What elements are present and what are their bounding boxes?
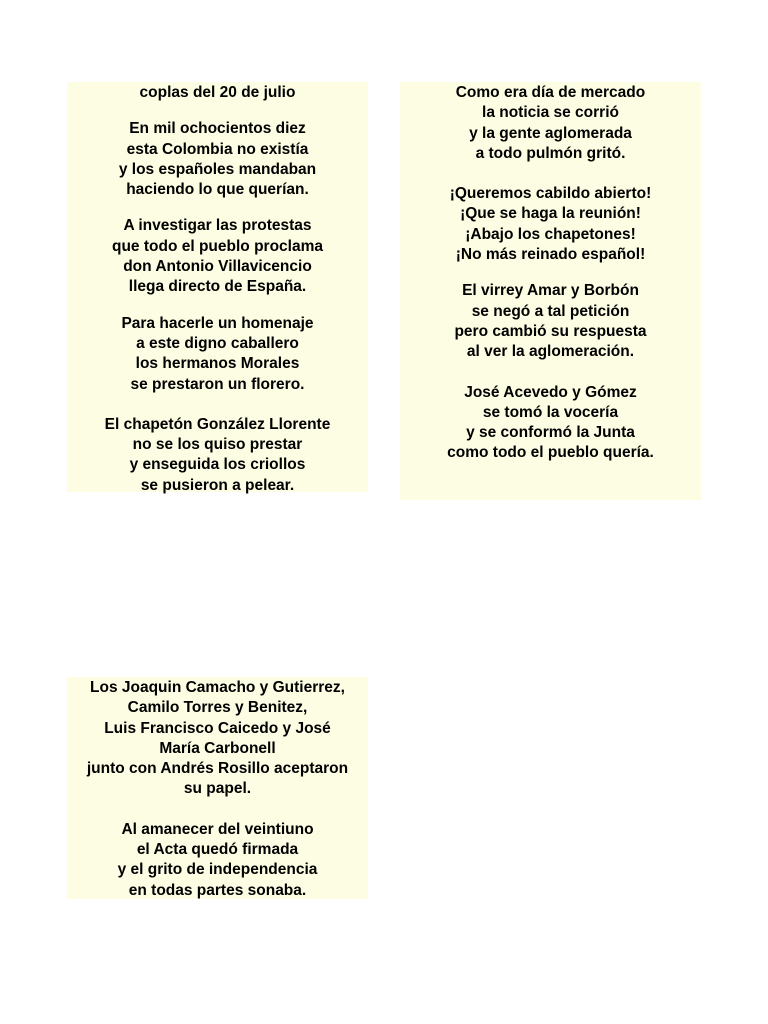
- stanza: [67, 415, 368, 496]
- verse-line: como todo el pueblo quería.: [447, 444, 654, 462]
- verse-line: se prestaron un florero.: [130, 375, 305, 393]
- verse-line: ¡Que se haga la reunión!: [460, 205, 641, 223]
- verse-line: su papel.: [183, 780, 252, 798]
- verse-line: ¡Abajo los chapetones!: [465, 225, 636, 243]
- stanza: [400, 184, 701, 265]
- verse-line: María Carbonell: [159, 739, 276, 757]
- stanza: [67, 314, 368, 395]
- verse-line: En mil ochocientos diez: [129, 120, 306, 138]
- verse-line: y el grito de independencia: [117, 861, 318, 879]
- verse-line: en todas partes sonaba.: [128, 881, 307, 899]
- verse-line: haciendo lo que querían.: [126, 181, 309, 199]
- verse-line: ¡No más reinado español!: [455, 246, 646, 264]
- verse-line: Como era día de mercado: [455, 84, 646, 101]
- stanza: [400, 83, 701, 164]
- stanza: [67, 678, 368, 800]
- verse-line: y la gente aglomerada: [469, 124, 632, 142]
- verse-line: los hermanos Morales: [135, 355, 300, 373]
- verse-line: Para hacerle un homenaje: [121, 314, 314, 332]
- verse-line: pero cambió su respuesta: [454, 322, 647, 340]
- verse-line: A investigar las protestas: [123, 217, 312, 235]
- verse-line: que todo el pueblo proclama: [112, 237, 323, 255]
- verse-line: El virrey Amar y Borbón: [462, 282, 639, 300]
- verse-line: a todo pulmón gritó.: [475, 144, 626, 162]
- poem-title: coplas del 20 de julio: [139, 84, 296, 101]
- verse-line: ¡Queremos cabildo abierto!: [449, 185, 652, 203]
- verse-line: Los Joaquin Camacho y Gutierrez,: [90, 679, 345, 696]
- verse-line: don Antonio Villavicencio: [123, 258, 312, 276]
- verse-line: no se los quiso prestar: [132, 436, 303, 454]
- verse-line: Luis Francisco Caicedo y José: [104, 719, 331, 737]
- stanza: [67, 820, 368, 901]
- verse-line: se tomó la vocería: [482, 403, 619, 421]
- verse-line: y se conformó la Junta: [466, 424, 635, 442]
- stanza: [67, 119, 368, 200]
- verse-line: se pusieron a pelear.: [140, 476, 295, 494]
- verse-line: junto con Andrés Rosillo aceptaron: [86, 760, 349, 778]
- verse-line: la noticia se corrió: [482, 104, 619, 122]
- stanza: [400, 383, 701, 464]
- verse-line: esta Colombia no existía: [126, 140, 309, 158]
- verse-line: llega directo de España.: [128, 278, 307, 296]
- verse-line: al ver la aglomeración.: [466, 343, 635, 361]
- verse-line: El chapetón González Llorente: [104, 415, 331, 433]
- poem-panel-3: [67, 677, 368, 899]
- verse-line: el Acta quedó firmada: [136, 841, 299, 859]
- verse-line: se negó a tal petición: [471, 302, 630, 320]
- poem-panel-2: [400, 82, 701, 500]
- stanza: [400, 281, 701, 362]
- verse-line: y los españoles mandaban: [118, 160, 317, 178]
- verse-line: José Acevedo y Gómez: [464, 383, 637, 401]
- verse-line: Camilo Torres y Benitez,: [127, 699, 308, 717]
- verse-line: Al amanecer del veintiuno: [121, 820, 314, 838]
- verse-line: y enseguida los criollos: [129, 456, 306, 474]
- verse-line: a este digno caballero: [136, 334, 299, 352]
- stanza: [67, 216, 368, 297]
- poem-panel-1: [67, 82, 368, 492]
